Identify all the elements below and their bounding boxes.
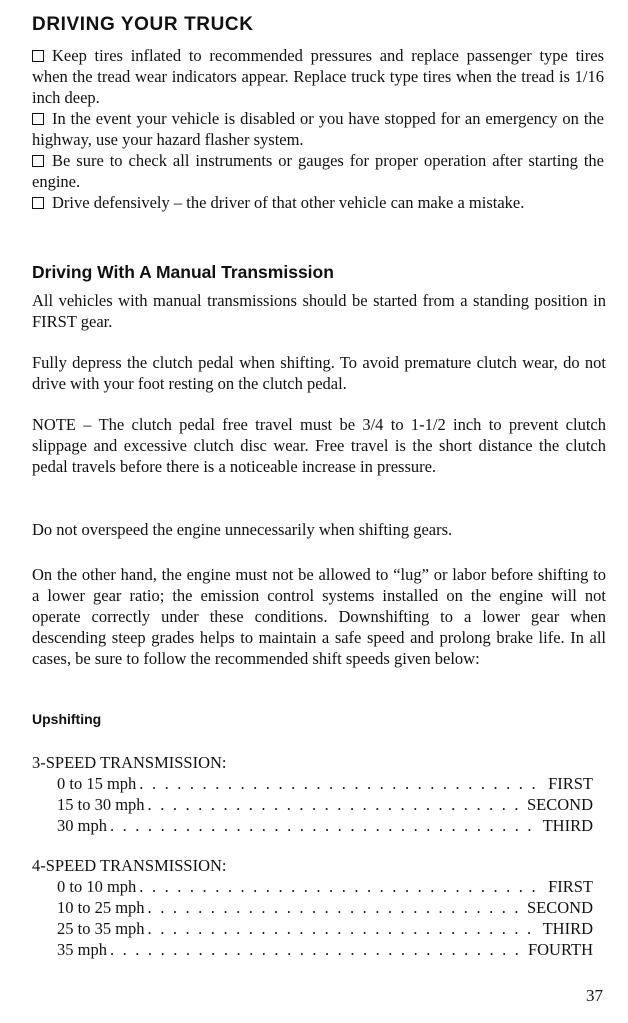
- gear-label: SECOND: [526, 898, 593, 917]
- four-speed-table: [57, 876, 593, 960]
- gear-label: THIRD: [542, 919, 593, 938]
- leader-dots: [110, 939, 525, 960]
- gear-label: FOURTH: [527, 940, 593, 959]
- shift-row: [57, 773, 593, 794]
- leader-dots: [148, 794, 524, 815]
- leader-dots: [139, 876, 545, 897]
- tip-item: [32, 45, 604, 108]
- checkbox-icon: [32, 50, 44, 62]
- paragraph: Do not overspeed the engine unnecessarily when shifting gears.: [32, 520, 453, 539]
- speed-range: 10 to 25 mph: [57, 898, 145, 917]
- checkbox-icon: [32, 155, 44, 167]
- shift-row: [57, 897, 593, 918]
- tip-text: Keep tires inflated to recommended pressures and replace passenger type tires when the tread wear indicators appear. Replace truck type tires when the tread is 1/16 inch deep.: [32, 46, 604, 107]
- speed-range: 15 to 30 mph: [57, 795, 145, 814]
- shift-row: [57, 876, 593, 897]
- tip-item: [32, 108, 604, 150]
- shift-row: [57, 815, 593, 836]
- paragraph: Fully depress the clutch pedal when shifting. To avoid premature clutch wear, do not drive with your foot resting on the clutch pedal.: [32, 353, 606, 393]
- tips-list: [32, 45, 604, 213]
- speed-range: 25 to 35 mph: [57, 919, 145, 938]
- tip-item: [32, 150, 604, 192]
- speed-range: 30 mph: [57, 816, 107, 835]
- gear-label: FIRST: [548, 877, 593, 896]
- tip-item: [32, 192, 604, 213]
- speed-range: 0 to 10 mph: [57, 877, 137, 896]
- leader-dots: [148, 918, 540, 939]
- three-speed-table: [57, 773, 593, 836]
- tip-text: Be sure to check all instruments or gauges for proper operation after starting the engine.: [32, 151, 604, 191]
- note-paragraph: NOTE – The clutch pedal free travel must be 3/4 to 1-1/2 inch to prevent clutch slippage and excessive clutch disc wear. Free travel is the short distance the clutch pedal travels before there is a noticeable increase in pressure.: [32, 415, 606, 476]
- speed-range: 35 mph: [57, 940, 107, 959]
- checkbox-icon: [32, 113, 44, 125]
- leader-dots: [139, 773, 545, 794]
- paragraph: All vehicles with manual transmissions should be started from a standing position in FIRST gear.: [32, 291, 606, 331]
- subheading: Upshifting: [32, 711, 102, 727]
- gear-label: THIRD: [542, 816, 593, 835]
- shift-row: [57, 918, 593, 939]
- four-speed-title: 4-SPEED TRANSMISSION:: [32, 856, 227, 875]
- tip-text: Drive defensively – the driver of that other vehicle can make a mistake.: [52, 193, 525, 212]
- three-speed-title: 3-SPEED TRANSMISSION:: [32, 753, 227, 772]
- section-title: Driving With A Manual Transmission: [32, 262, 334, 282]
- shift-row: [57, 794, 593, 815]
- leader-dots: [110, 815, 540, 836]
- tip-text: In the event your vehicle is disabled or you have stopped for an emergency on the highway, use your hazard flasher system.: [32, 109, 604, 149]
- paragraph: On the other hand, the engine must not be allowed to “lug” or labor before shifting to a lower gear ratio; the emission control systems installed on the engine will not operate correctly under these conditions. Downshifting to a lower gear when descending steep grades helps to maintain a safe speed and prolong brake life. In all cases, be sure to follow the recommended shift speeds given below:: [32, 565, 606, 668]
- page-number: 37: [586, 986, 603, 1005]
- leader-dots: [148, 897, 524, 918]
- shift-row: [57, 939, 593, 960]
- gear-label: FIRST: [548, 774, 593, 793]
- checkbox-icon: [32, 197, 44, 209]
- speed-range: 0 to 15 mph: [57, 774, 137, 793]
- gear-label: SECOND: [526, 795, 593, 814]
- page-heading: DRIVING YOUR TRUCK: [32, 14, 254, 35]
